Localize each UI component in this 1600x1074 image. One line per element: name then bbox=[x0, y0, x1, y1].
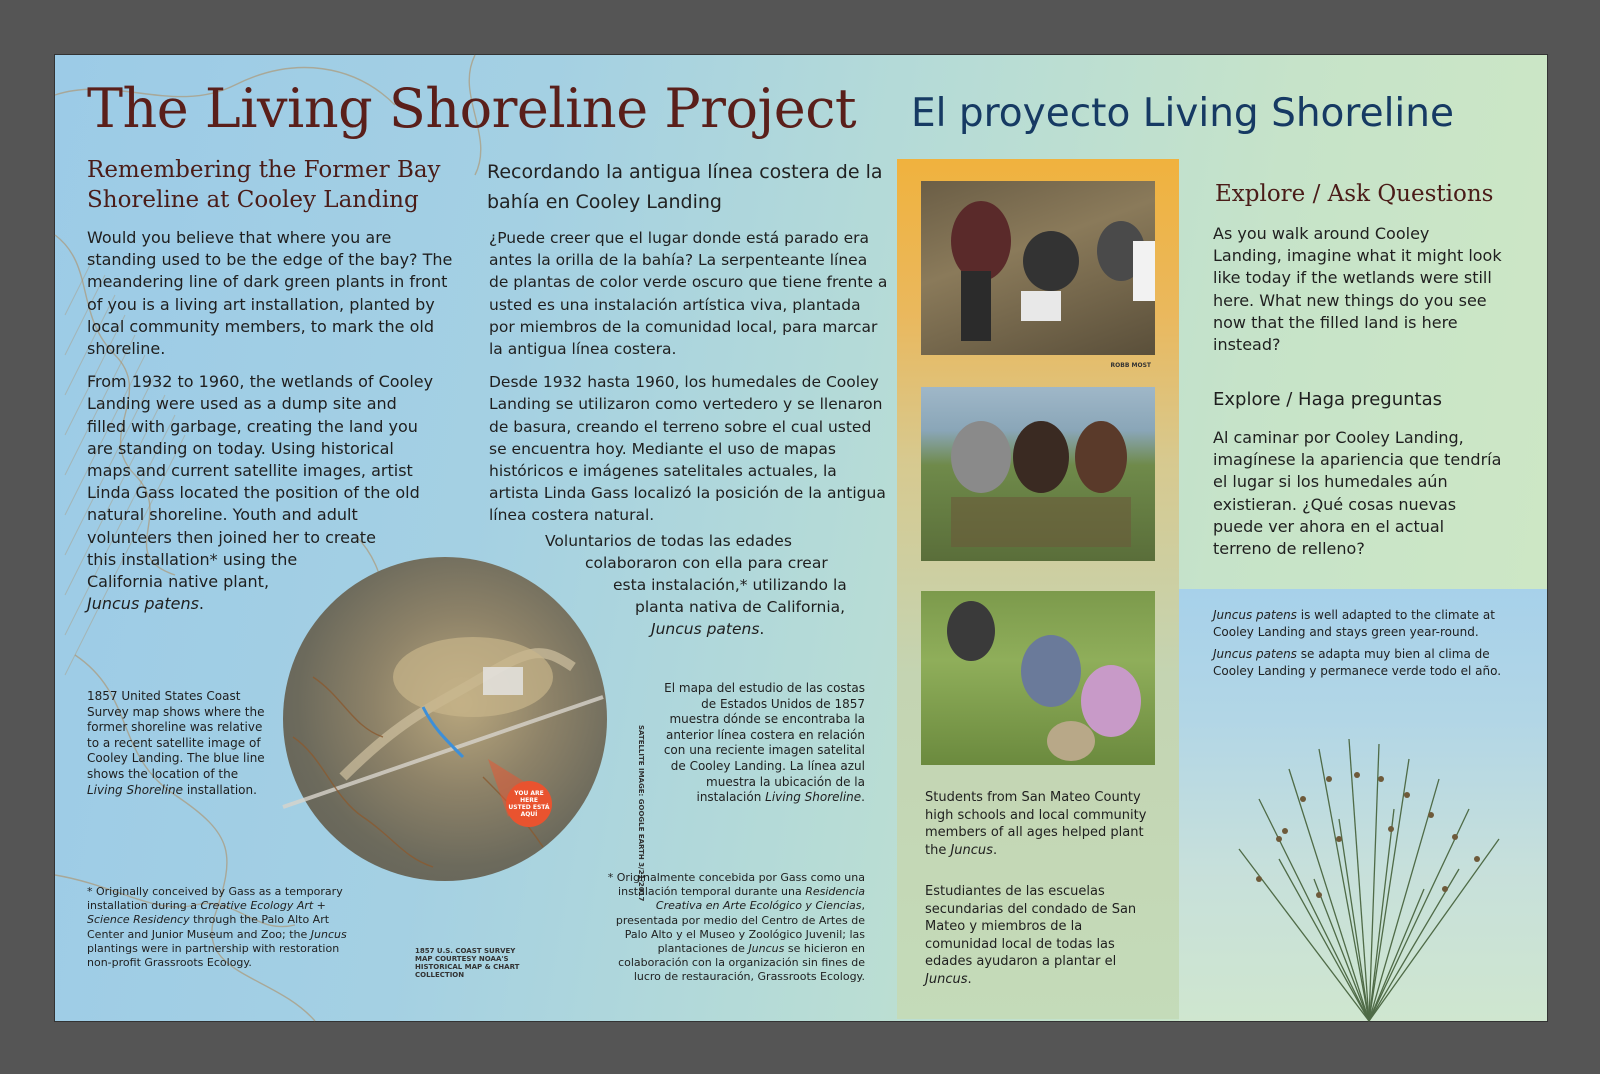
you-are-here-label: YOU ARE HERE bbox=[514, 790, 544, 804]
map-caption-english bbox=[87, 689, 277, 798]
body-spanish-paragraph-2: Desde 1932 hasta 1960, los humedales de Cooley Landing se utilizaron como vertedero y se llenaron de basura, creando el terreno sobre el cual usted se encuentra hoy. Mediante el uso de mapas históricos e imágenes satelitales actuales, la artista Linda Gass localizó la posición de la antigua línea costera natural. bbox=[489, 373, 886, 525]
footnote-spanish bbox=[595, 871, 865, 985]
subtitle-english: Remembering the Former Bay Shoreline at Cooley Landing bbox=[87, 157, 441, 213]
map-credit: 1857 U.S. COAST SURVEY MAP COURTESY NOAA'S HISTORICAL MAP & CHART COLLECTION bbox=[415, 947, 520, 979]
caption-text: Estudiantes de las escuelas secundarias del condado de San Mateo y miembros de la comunidad local de todas las edades ayudaron a plantar el bbox=[925, 884, 1137, 970]
title-spanish: El proyecto Living Shoreline bbox=[911, 91, 1454, 136]
footnote-text: , presentada por medio del Centro de Artes de Palo Alto y el Museo y Zoológico Juvenil; las plantaciones de bbox=[615, 899, 865, 956]
explore-heading-english: Explore / Ask Questions bbox=[1215, 181, 1494, 207]
explore-body-spanish: Al caminar por Cooley Landing, imagínese la apariencia que tendría el lugar si los humedales aún existieran. ¿Qué cosas nuevas puede ver ahora en el actual terreno de relleno? bbox=[1213, 428, 1502, 559]
body-en-line: this installation* using the bbox=[87, 549, 298, 569]
photos-caption-spanish bbox=[925, 883, 1155, 989]
body-es-line: Voluntarios de todas las edades bbox=[545, 531, 792, 550]
interpretive-sign-panel bbox=[54, 54, 1548, 1022]
body-en-line: filled with garbage, creating the land you bbox=[87, 416, 418, 436]
body-es-line: esta instalación,* utilizando la bbox=[613, 576, 847, 595]
body-en-line: volunteers then joined her to create bbox=[87, 527, 376, 547]
map-caption-spanish bbox=[655, 681, 865, 806]
body-en-line: are standing on today. Using historical bbox=[87, 438, 394, 458]
satellite-map-image bbox=[283, 557, 607, 881]
plant-name: Juncus patens bbox=[87, 594, 199, 614]
photo-people-shapes bbox=[921, 591, 1155, 765]
juncus-plant-illustration bbox=[1219, 739, 1519, 1021]
footnote-italic: Creative Ecology Art + Science Residency bbox=[87, 899, 326, 927]
photo-volunteers-planting-1 bbox=[921, 181, 1155, 369]
body-es-line: colaboraron con ella para crear bbox=[585, 553, 828, 572]
punctuation: . bbox=[198, 594, 205, 614]
usted-esta-aqui-label: USTED ESTÁ AQUÍ bbox=[508, 804, 550, 818]
caption-text: 1857 United States Coast Survey map shows where the former shoreline was relative to a recent satellite image of Cooley Landing. The blue line shows the location of the bbox=[87, 689, 265, 781]
footnote-italic: Juncus bbox=[748, 942, 785, 956]
body-en-line: California native plant, bbox=[87, 572, 270, 592]
footnote-text: plantings were in partnership with restoration non-profit Grassroots Ecology. bbox=[87, 941, 340, 970]
juncus-caption bbox=[1213, 607, 1513, 685]
photo-volunteers-planting-2 bbox=[921, 387, 1155, 561]
footnote-text: * Originally conceived by Gass as a temporary installation during a bbox=[87, 885, 343, 913]
caption-italic: Living Shoreline bbox=[765, 790, 862, 805]
caption-italic: Living Shoreline bbox=[87, 782, 184, 797]
subtitle-spanish: Recordando la antigua línea costera de la bahía en Cooley Landing bbox=[487, 161, 883, 213]
footnote-text: * Originalmente concebida por Gass como una instalación temporal durante una bbox=[607, 871, 865, 899]
map-overlay bbox=[283, 557, 607, 881]
body-en-line: Linda Gass located the position of the old bbox=[87, 483, 420, 503]
body-english-paragraph-1: Would you believe that where you are standing used to be the edge of the bay? The meandering line of dark green plants in front of you is a living art installation, planted by local community members, to mark the old shoreline. bbox=[87, 228, 453, 359]
photo-people-shapes bbox=[921, 181, 1155, 355]
satellite-credit: SATELLITE IMAGE: GOOGLE EARTH 3/21/2017 bbox=[637, 725, 645, 902]
caption-end: . bbox=[992, 842, 998, 858]
title-english: The Living Shoreline Project bbox=[87, 77, 857, 140]
footnote-italic: Residencia Creativa en Arte Ecológico y Ciencias bbox=[655, 885, 865, 913]
footnote-english bbox=[87, 885, 357, 970]
you-are-here-marker bbox=[506, 781, 552, 827]
photo-credit: ROBB MOST bbox=[1110, 362, 1151, 369]
plant-name: Juncus patens bbox=[651, 620, 760, 639]
caption-italic: Juncus patens bbox=[1213, 647, 1297, 662]
caption-italic: Juncus bbox=[950, 842, 993, 858]
caption-end: . bbox=[967, 971, 972, 987]
juncus-caption-english bbox=[1213, 607, 1513, 640]
caption-end: installation. bbox=[183, 782, 257, 797]
caption-italic: Juncus patens bbox=[1213, 608, 1297, 622]
explore-heading-spanish: Explore / Haga preguntas bbox=[1213, 389, 1443, 410]
body-en-line: Landing were used as a dump site and bbox=[87, 394, 397, 414]
body-spanish-paragraph-1: ¿Puede creer que el lugar donde está parado era antes la orilla de la bahía? La serpenteante línea de plantas de color verde oscuro que tiene frente a usted es una instalación artística viva, plantada por miembros de la comunidad local, para marcar la antigua línea costera. bbox=[489, 229, 888, 359]
caption-text: is well adapted to the climate at Cooley Landing and stays green year-round. bbox=[1213, 608, 1495, 639]
juncus-caption-spanish bbox=[1213, 646, 1513, 679]
explore-body-english: As you walk around Cooley Landing, imagine what it might look like today if the wetlands were still here. What new things do you see now that the filled land is here instead? bbox=[1213, 224, 1502, 355]
caption-text: se adapta muy bien al clima de Cooley Landing y permanece verde todo el año. bbox=[1213, 647, 1502, 678]
body-es-line: planta nativa de California, bbox=[635, 598, 846, 617]
punctuation: . bbox=[759, 620, 765, 639]
body-en-line: natural shoreline. Youth and adult bbox=[87, 505, 358, 525]
caption-italic: Juncus bbox=[925, 971, 968, 987]
caption-text: Students from San Mateo County high schools and local community members of all ages helped plant the bbox=[925, 790, 1147, 858]
photos-caption-english bbox=[925, 789, 1155, 859]
caption-text: El mapa del estudio de las costas de Estados Unidos de 1857 muestra dónde se encontraba la anterior línea costera en relación con una reciente imagen satelital de Cooley Landing. La línea azul muestra la ubicación de la instalación bbox=[663, 681, 865, 805]
body-en-line: From 1932 to 1960, the wetlands of Cooley bbox=[87, 372, 434, 392]
footnote-italic: Juncus bbox=[310, 927, 347, 941]
footnote-text: se hicieron en colaboración con la organización sin fines de lucro de restauración, Grassroots Ecology. bbox=[618, 942, 865, 984]
photo-people-shapes bbox=[921, 387, 1155, 561]
caption-end: . bbox=[861, 790, 865, 805]
footnote-text: through the Palo Alto Art Center and Junior Museum and Zoo; the bbox=[87, 913, 330, 941]
photo-volunteers-planting-3 bbox=[921, 591, 1155, 765]
body-en-line: maps and current satellite images, artist bbox=[87, 461, 413, 481]
